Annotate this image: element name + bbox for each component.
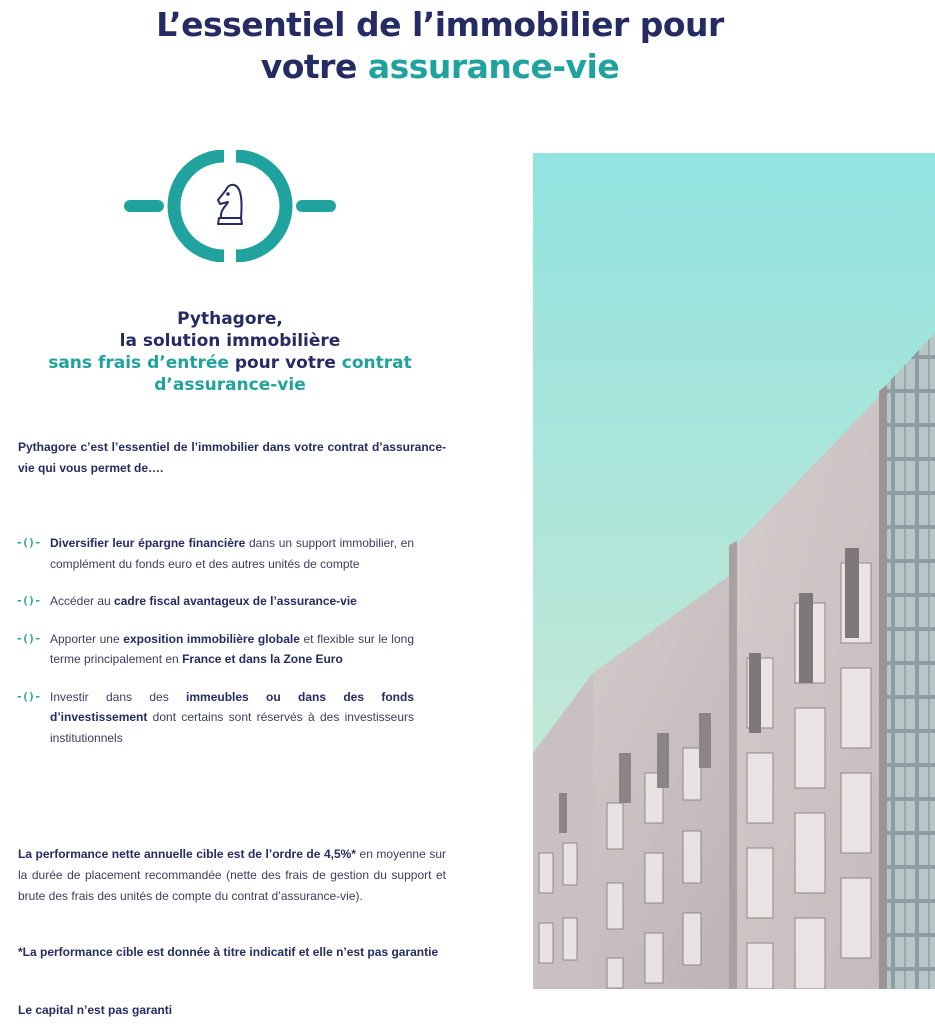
chess-knight-icon <box>120 150 340 262</box>
building-illustration <box>533 153 935 989</box>
subtitle <box>0 308 460 396</box>
intro-paragraph: Pythagore c’est l’essentiel de l’immobilier dans votre contrat d’assurance-vie qui vous permet de…. <box>18 440 446 475</box>
performance-disclaimer: *La performance cible est donnée à titre indicatif et elle n’est pas garantie <box>18 945 439 959</box>
subtitle-mid: pour votre <box>228 353 342 373</box>
subtitle-line-3 <box>0 352 460 374</box>
title-line-2: votre <box>260 47 368 86</box>
list-item <box>16 533 414 574</box>
bullet-bold: France et dans la Zone Euro <box>182 652 343 666</box>
title-line-1: L’essentiel de l’immobilier pour <box>156 5 724 44</box>
list-item <box>16 687 414 749</box>
building-photo <box>533 153 935 989</box>
performance-text: en moyenne sur la durée de placement recommandée (nette des frais de gestion du support et brute des frais des unités de compte du contrat d’assurance-vie). <box>18 847 446 903</box>
bullet-marker: -()- <box>16 689 41 703</box>
capital-disclaimer: Le capital n’est pas garanti <box>18 1003 173 1017</box>
benefits-list <box>16 533 414 765</box>
bullet-body: dont certains sont réservés à des investisseurs institutionnels <box>50 710 414 745</box>
page-title <box>0 4 880 88</box>
bullet-body: dans un support immobilier, en complément du fonds euro et des autres unités de compte <box>50 536 414 571</box>
title-accent: assurance-vie <box>367 47 620 86</box>
bullet-text <box>50 591 414 612</box>
bullet-text <box>50 687 414 749</box>
list-item <box>16 591 414 612</box>
bullet-bold: immeubles ou dans des fonds d’investissement <box>50 689 414 724</box>
bullet-text <box>50 533 414 574</box>
bullet-bold: exposition immobilière globale <box>123 631 300 646</box>
bullet-marker: -()- <box>16 536 41 549</box>
subtitle-line-1: Pythagore, <box>177 309 283 329</box>
subtitle-accent-2: contrat <box>341 353 412 373</box>
bullet-text <box>50 629 414 670</box>
bullet-bold: cadre fiscal avantageux de l’assurance-vie <box>114 594 357 608</box>
bullet-body: Apporter une <box>50 631 124 646</box>
subtitle-line-4: d’assurance-vie <box>154 375 306 395</box>
bullet-bold: Diversifier leur épargne financière <box>50 536 246 550</box>
performance-bold: La performance nette annuelle cible est de l’ordre de 4,5%* <box>18 847 356 861</box>
subtitle-line-2: la solution immobilière <box>119 331 341 351</box>
bullet-marker: -()- <box>16 594 41 607</box>
bullet-body: Investir dans des <box>50 689 187 704</box>
subtitle-accent-1: sans frais d’entrée <box>48 353 229 373</box>
bullet-body: Accéder au <box>50 594 115 608</box>
bullet-marker: -()- <box>16 631 41 645</box>
pythagore-logo <box>120 150 340 262</box>
list-item <box>16 629 414 670</box>
performance-paragraph <box>18 844 446 907</box>
bullet-body: et flexible sur le long terme principalement en <box>50 631 414 666</box>
